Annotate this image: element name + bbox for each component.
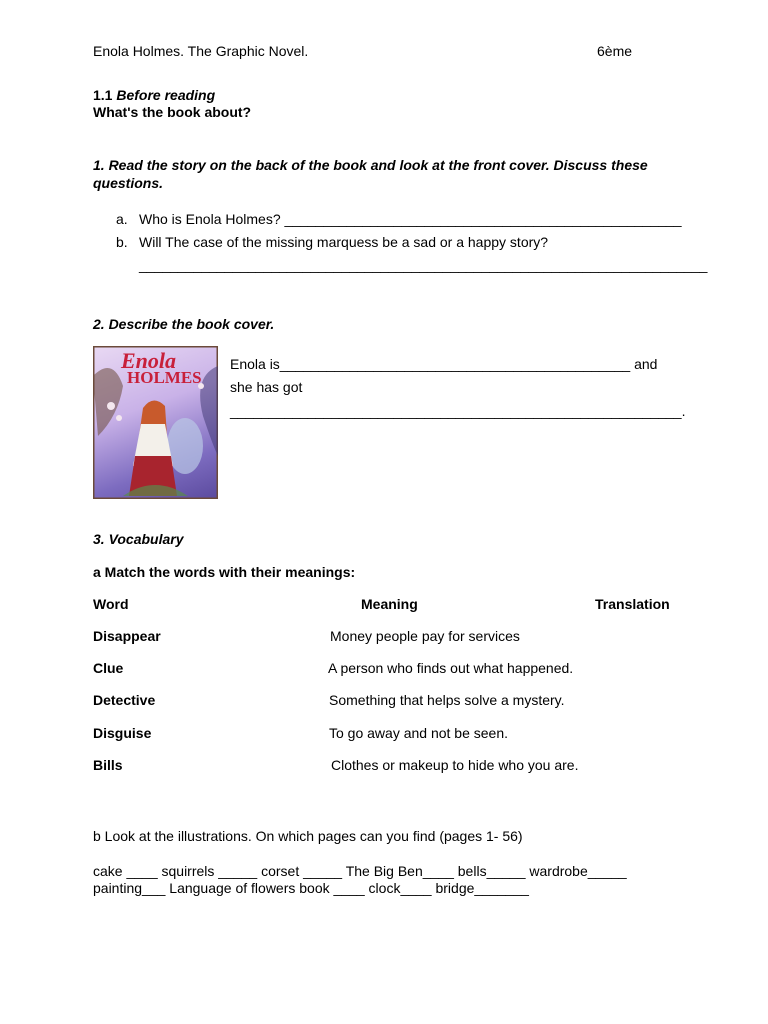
vocab-word: Detective bbox=[93, 692, 156, 708]
q3-prompt: 3. Vocabulary bbox=[93, 531, 184, 547]
vocab-meaning: Something that helps solve a mystery. bbox=[329, 692, 565, 708]
vocab-word: Disappear bbox=[93, 628, 161, 644]
q2-line2: she has got bbox=[230, 379, 303, 395]
q1-a-marker: a. bbox=[116, 211, 128, 227]
q2-line1: Enola is_____________________________________________ and bbox=[230, 356, 658, 372]
cover-title-line1: Enola bbox=[121, 348, 177, 373]
vocab-word: Bills bbox=[93, 757, 123, 773]
vocab-meaning: Clothes or makeup to hide who you are. bbox=[331, 757, 579, 773]
vocab-word: Clue bbox=[93, 660, 124, 676]
cover-title-line2: HOLMES bbox=[127, 368, 202, 387]
q3-sub-a: a Match the words with their meanings: bbox=[93, 564, 356, 580]
q2-prompt: 2. Describe the book cover. bbox=[93, 316, 275, 332]
column-header-word: Word bbox=[93, 596, 129, 612]
section-heading bbox=[93, 87, 215, 103]
q1-b-answer-line: _________________________________________________________________________ bbox=[139, 257, 708, 273]
vocab-meaning: Money people pay for services bbox=[330, 628, 520, 644]
illustration-list-line1: cake ____ squirrels _____ corset _____ The Big Ben____ bells_____ wardrobe_____ bbox=[93, 863, 627, 879]
class-level: 6ème bbox=[597, 43, 633, 59]
section-number: 1.1 bbox=[93, 87, 117, 103]
section-question: What's the book about? bbox=[93, 104, 252, 120]
column-header-meaning: Meaning bbox=[361, 596, 418, 612]
q2-line3: __________________________________________________________. bbox=[230, 403, 686, 419]
illustration-list-line2: painting___ Language of flowers book ____ clock____ bridge_______ bbox=[93, 880, 529, 896]
vocab-meaning: To go away and not be seen. bbox=[329, 725, 509, 741]
q1-a-text: Who is Enola Holmes? ___________________________________________________ bbox=[139, 211, 682, 227]
column-header-translation: Translation bbox=[595, 596, 670, 612]
q1-prompt-line1: 1. Read the story on the back of the book and look at the front cover. Discuss these bbox=[93, 157, 648, 173]
q3-sub-b: b Look at the illustrations. On which pages can you find (pages 1- 56) bbox=[93, 828, 523, 844]
q1-b-marker: b. bbox=[116, 234, 128, 250]
q1-prompt-line2: questions. bbox=[93, 175, 164, 191]
document-title: Enola Holmes. The Graphic Novel. bbox=[93, 43, 309, 59]
book-cover-image bbox=[93, 346, 218, 499]
q1-b-text: Will The case of the missing marquess be a sad or a happy story? bbox=[139, 234, 549, 250]
vocab-meaning: A person who finds out what happened. bbox=[328, 660, 574, 676]
section-title: Before reading bbox=[116, 87, 216, 103]
vocab-word: Disguise bbox=[93, 725, 152, 741]
